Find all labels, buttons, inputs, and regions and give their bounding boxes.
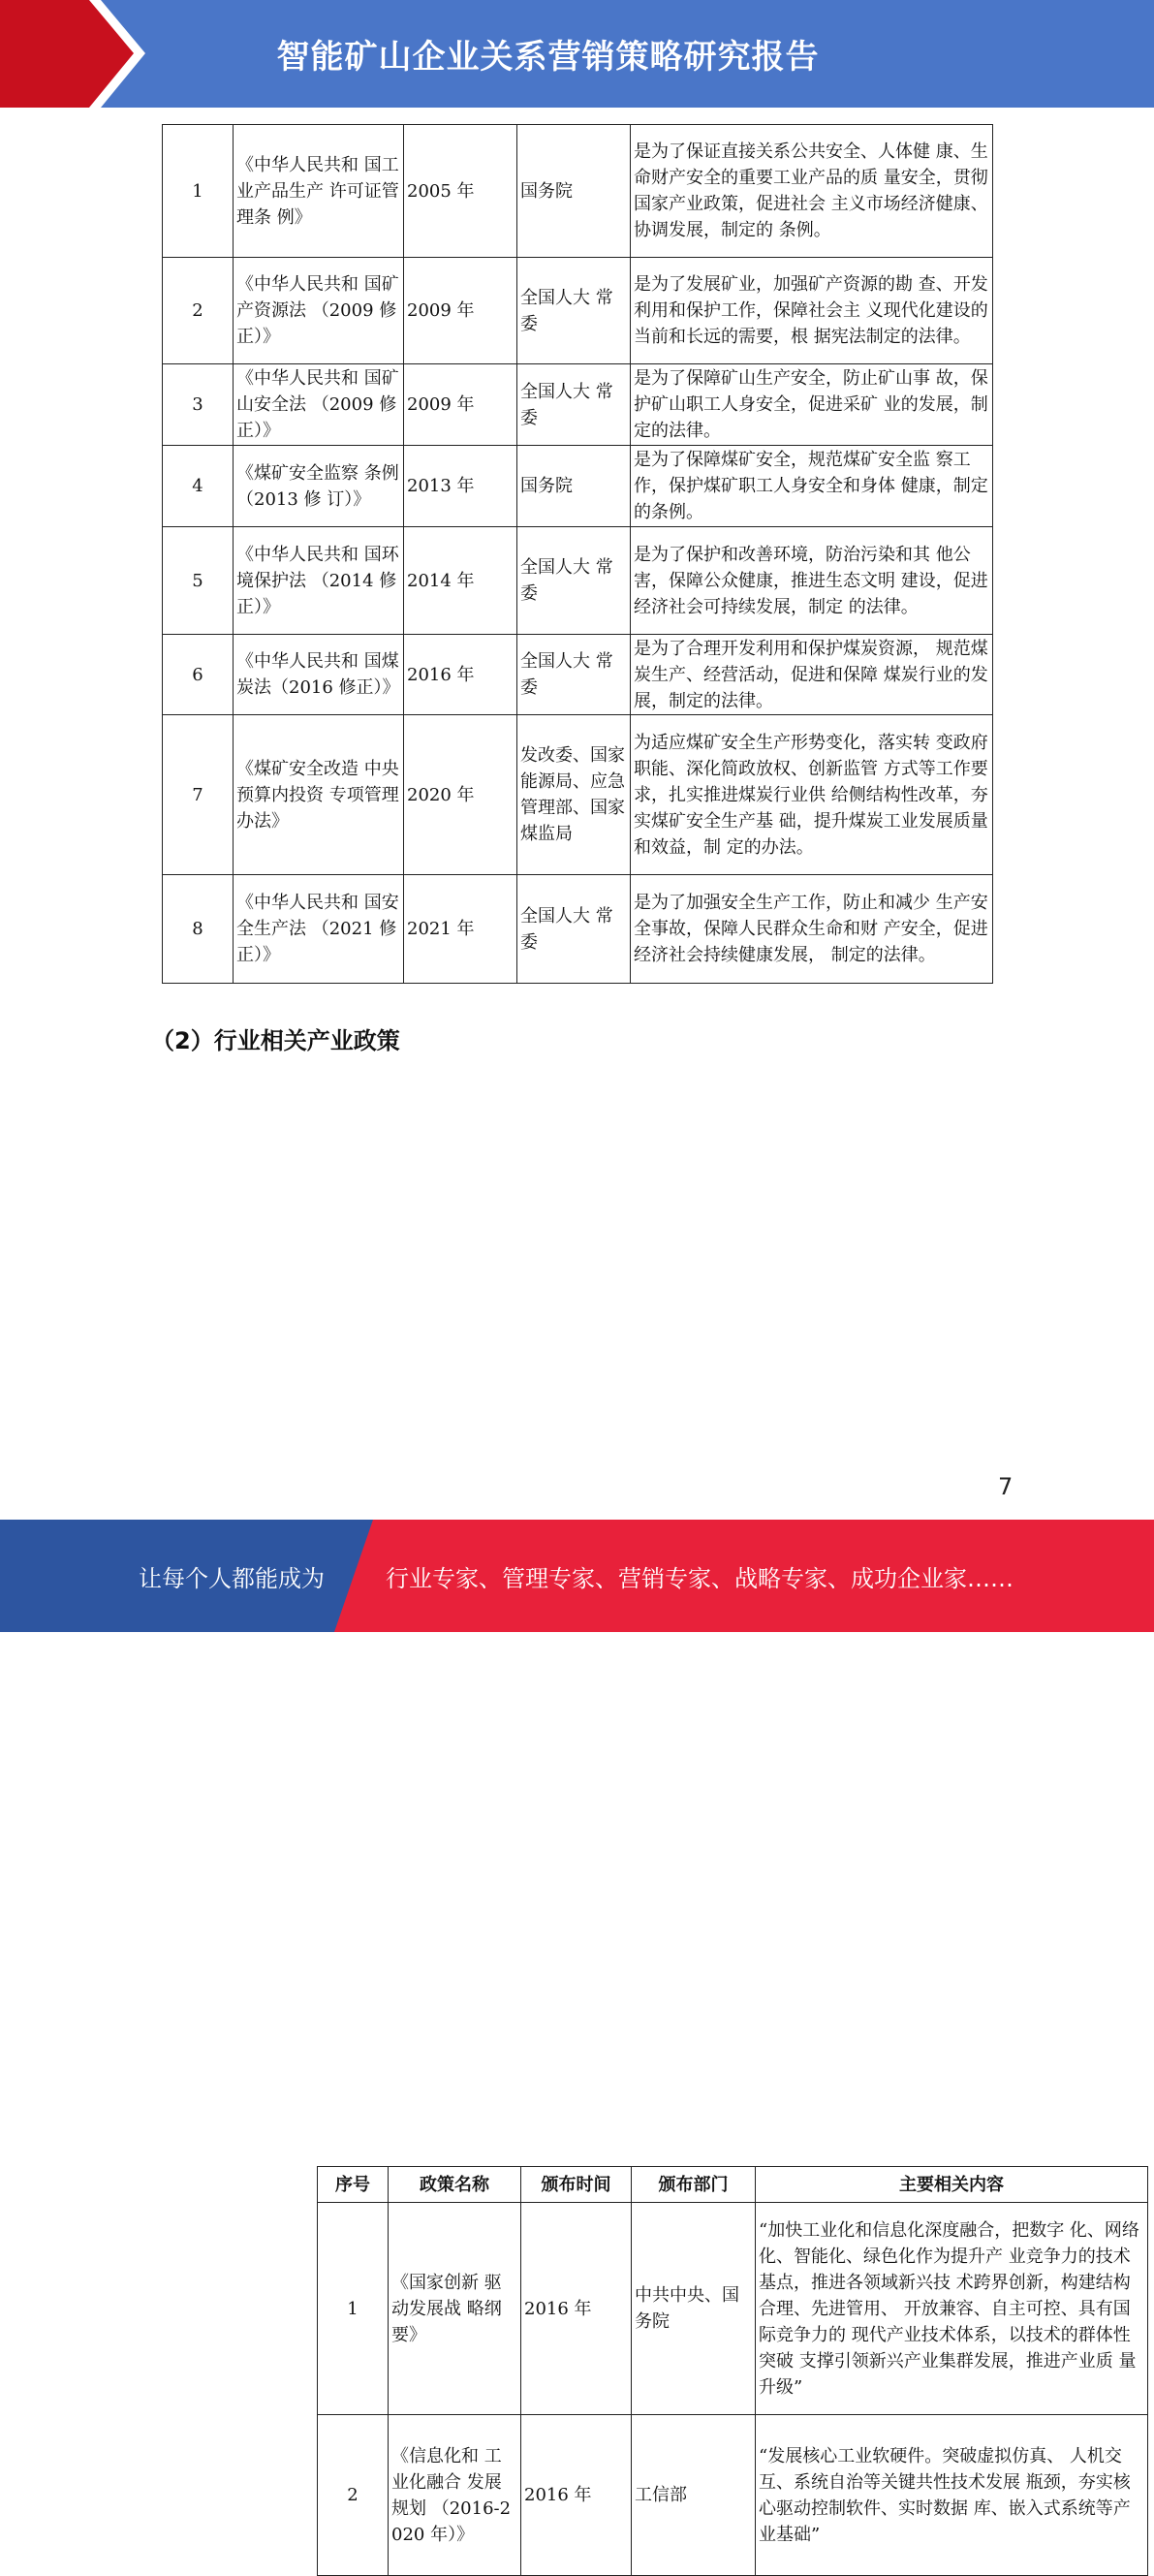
header-no: 序号: [318, 2167, 389, 2203]
cell-dept: 工信部: [632, 2415, 756, 2576]
cell-dept: 全国人大 常委: [517, 527, 631, 635]
cell-no: 2: [163, 258, 234, 364]
laws-table-body: [163, 125, 993, 984]
cell-content: “加快工业化和信息化深度融合，把数字 化、网络化、智能化、绿色化作为提升产 业竞争力的技术基点，推进各领域新兴技 术跨界创新，构建结构合理、先进管用、 开放兼容、自主可控、具有国际竞争力的 现代产业技术体系，以技术的群体性突破 支撑引领新兴产业集群发展，推进产业质 量升级”: [756, 2203, 1148, 2415]
cell-year: 2009 年: [404, 364, 517, 446]
page-number: 7: [998, 1473, 1014, 1500]
laws-table-row: [163, 635, 993, 715]
cell-no: 2: [318, 2415, 389, 2576]
cell-name: 《中华人民共和 国安全生产法 （2021 修正）》: [234, 875, 404, 984]
cell-year: 2016 年: [521, 2203, 632, 2415]
cell-name: 《中华人民共和 国矿产资源法 （2009 修正）》: [234, 258, 404, 364]
cell-dept: 发改委、国家能源局、应急管理部、国家煤监局: [517, 715, 631, 875]
cell-no: 1: [163, 125, 234, 258]
cell-year: 2016 年: [404, 635, 517, 715]
laws-table-row: [163, 446, 993, 527]
cell-no: 8: [163, 875, 234, 984]
cell-year: 2020 年: [404, 715, 517, 875]
policy-table-header-row: [318, 2167, 1148, 2203]
laws-table: [162, 124, 993, 984]
cell-dept: 全国人大 常委: [517, 258, 631, 364]
cell-no: 3: [163, 364, 234, 446]
cell-content: 是为了保证直接关系公共安全、人体健 康、生命财产安全的重要工业产品的质 量安全，贯彻国家产业政策，促进社会 主义市场经济健康、协调发展，制定的 条例。: [631, 125, 993, 258]
cell-content: 是为了保障煤矿安全，规范煤矿安全监 察工作，保护煤矿职工人身安全和身体 健康，制定的条例。: [631, 446, 993, 527]
cell-content: 是为了合理开发利用和保护煤炭资源， 规范煤炭生产、经营活动，促进和保障 煤炭行业的发展，制定的法律。: [631, 635, 993, 715]
page-header: [0, 0, 1154, 108]
cell-dept: 国务院: [517, 446, 631, 527]
cell-no: 4: [163, 446, 234, 527]
laws-table-row: [163, 364, 993, 446]
cell-year: 2013 年: [404, 446, 517, 527]
cell-year: 2014 年: [404, 527, 517, 635]
cell-content: 是为了保障矿山生产安全，防止矿山事 故，保护矿山职工人身安全，促进采矿 业的发展，制定的法律。: [631, 364, 993, 446]
footer-slogan-right: 行业专家、管理专家、营销专家、战略专家、成功企业家……: [386, 1564, 1014, 1592]
cell-name: 《煤矿安全监察 条例（2013 修 订）》: [234, 446, 404, 527]
laws-table-row: [163, 125, 993, 258]
policy-table-row: [318, 2203, 1148, 2415]
cell-no: 6: [163, 635, 234, 715]
policy-table-row: [318, 2415, 1148, 2576]
cell-name: 《信息化和 工业化融合 发展规划 （2016-2020 年）》: [389, 2415, 521, 2576]
page-footer: [0, 1520, 1154, 1632]
cell-dept: 全国人大 常委: [517, 364, 631, 446]
cell-dept: 中共中央、国务院: [632, 2203, 756, 2415]
laws-table-row: [163, 527, 993, 635]
header-name: 政策名称: [389, 2167, 521, 2203]
cell-name: 《中华人民共和 国工业产品生产 许可证管理条 例》: [234, 125, 404, 258]
section-heading: （2）行业相关产业政策: [151, 1027, 400, 1054]
header-year: 颁布时间: [521, 2167, 632, 2203]
cell-no: 7: [163, 715, 234, 875]
policy-table-body: [318, 2203, 1148, 2576]
header-arrow-decoration: [0, 0, 145, 108]
cell-name: 《中华人民共和 国煤炭法（2016 修正）》: [234, 635, 404, 715]
laws-table-row: [163, 258, 993, 364]
cell-no: 5: [163, 527, 234, 635]
cell-dept: 国务院: [517, 125, 631, 258]
cell-year: 2009 年: [404, 258, 517, 364]
cell-name: 《中华人民共和 国矿山安全法 （2009 修正）》: [234, 364, 404, 446]
cell-content: 是为了发展矿业，加强矿产资源的勘 查、开发利用和保护工作，保障社会主 义现代化建设的当前和长远的需要，根 据宪法制定的法律。: [631, 258, 993, 364]
cell-name: 《煤矿安全改造 中央预算内投资 专项管理办法》: [234, 715, 404, 875]
cell-year: 2016 年: [521, 2415, 632, 2576]
cell-name: 《国家创新 驱动发展战 略纲要》: [389, 2203, 521, 2415]
header-content: 主要相关内容: [756, 2167, 1148, 2203]
cell-content: 是为了加强安全生产工作，防止和减少 生产安全事故，保障人民群众生命和财 产安全，促进经济社会持续健康发展， 制定的法律。: [631, 875, 993, 984]
cell-dept: 全国人大 常委: [517, 635, 631, 715]
cell-year: 2021 年: [404, 875, 517, 984]
policy-table: [317, 2166, 1148, 2576]
cell-dept: 全国人大 常委: [517, 875, 631, 984]
cell-name: 《中华人民共和 国环境保护法 （2014 修正）》: [234, 527, 404, 635]
laws-table-row: [163, 715, 993, 875]
cell-content: 是为了保护和改善环境，防治污染和其 他公害，保障公众健康，推进生态文明 建设，促进经济社会可持续发展，制定 的法律。: [631, 527, 993, 635]
cell-no: 1: [318, 2203, 389, 2415]
header-dept: 颁布部门: [632, 2167, 756, 2203]
laws-table-row: [163, 875, 993, 984]
header-title: 智能矿山企业关系营销策略研究报告: [276, 38, 820, 77]
cell-year: 2005 年: [404, 125, 517, 258]
footer-slogan-left: 让每个人都能成为: [139, 1564, 325, 1592]
cell-content: “发展核心工业软硬件。突破虚拟仿真、 人机交互、系统自治等关键共性技术发展 瓶颈，夯实核心驱动控制软件、实时数据 库、嵌入式系统等产业基础”: [756, 2415, 1148, 2576]
cell-content: 为适应煤矿安全生产形势变化，落实转 变政府职能、深化简政放权、创新监管 方式等工作要求，扎实推进煤炭行业供 给侧结构性改革，夯实煤矿安全生产基 础，提升煤炭工业发展质量和效益，制 定的办法。: [631, 715, 993, 875]
